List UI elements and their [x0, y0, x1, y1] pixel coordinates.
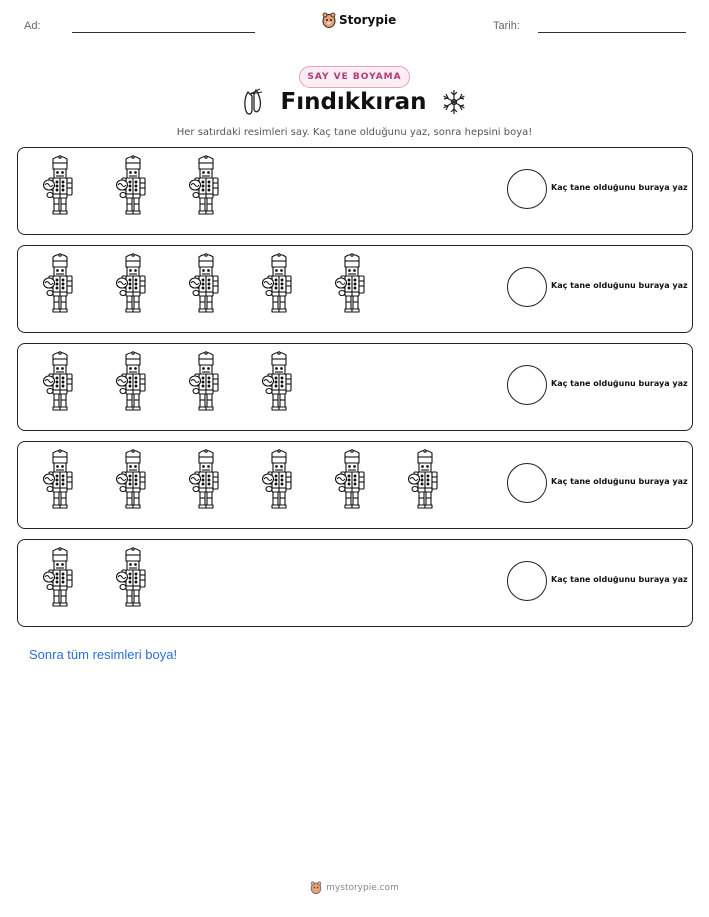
nutcracker-icon[interactable] [320, 253, 383, 317]
nutcracker-icon[interactable] [174, 253, 237, 317]
nutcracker-icon[interactable] [101, 547, 164, 611]
answer-label: Kaç tane olduğunu buraya yaz [551, 379, 688, 388]
figure-group [28, 449, 456, 513]
counting-row [17, 441, 693, 529]
nutcracker-icon[interactable] [174, 155, 237, 219]
site-url: mystorypie.com [326, 882, 399, 893]
nutcracker-icon[interactable] [28, 155, 91, 219]
answer-circle[interactable] [507, 463, 547, 503]
footer-note: Sonra tüm resimleri boya! [29, 647, 178, 662]
counting-row [17, 147, 693, 235]
answer-circle[interactable] [507, 365, 547, 405]
date-field-line[interactable] [538, 32, 686, 33]
page-title: Fındıkkıran [280, 89, 427, 115]
nutcracker-icon[interactable] [174, 351, 237, 415]
brand-logo [322, 12, 396, 28]
counting-row [17, 343, 693, 431]
answer-label: Kaç tane olduğunu buraya yaz [551, 477, 688, 486]
answer-circle[interactable] [507, 169, 547, 209]
nutcracker-icon[interactable] [174, 449, 237, 513]
site-footer [0, 881, 709, 894]
ballet-shoes-icon [242, 88, 266, 116]
answer-label: Kaç tane olduğunu buraya yaz [551, 183, 688, 192]
nutcracker-icon[interactable] [28, 449, 91, 513]
answer-circle[interactable] [507, 561, 547, 601]
answer-circle[interactable] [507, 267, 547, 307]
date-label: Tarih: [493, 20, 520, 32]
brand-name: Storypie [339, 13, 397, 27]
activity-badge: SAY VE BOYAMA [299, 66, 410, 88]
snowflake-icon [441, 89, 467, 115]
nutcracker-icon[interactable] [101, 351, 164, 415]
nutcracker-icon[interactable] [247, 253, 310, 317]
answer-label: Kaç tane olduğunu buraya yaz [551, 575, 688, 584]
storypie-mascot-icon [322, 12, 336, 28]
title-row [0, 88, 709, 116]
instructions: Her satırdaki resimleri say. Kaç tane olduğunu yaz, sonra hepsini boya! [176, 127, 533, 138]
nutcracker-icon[interactable] [28, 547, 91, 611]
nutcracker-icon[interactable] [101, 449, 164, 513]
answer-label: Kaç tane olduğunu buraya yaz [551, 281, 688, 290]
nutcracker-icon[interactable] [320, 449, 383, 513]
counting-row [17, 245, 693, 333]
nutcracker-icon[interactable] [247, 449, 310, 513]
nutcracker-icon[interactable] [28, 351, 91, 415]
nutcracker-icon[interactable] [101, 155, 164, 219]
nutcracker-icon[interactable] [101, 253, 164, 317]
name-label: Ad: [24, 20, 41, 32]
name-field-line[interactable] [72, 32, 255, 33]
figure-group [28, 155, 237, 219]
figure-group [28, 253, 383, 317]
nutcracker-icon[interactable] [28, 253, 91, 317]
nutcracker-icon[interactable] [247, 351, 310, 415]
figure-group [28, 547, 164, 611]
storypie-mascot-icon [310, 881, 322, 894]
counting-row [17, 539, 693, 627]
nutcracker-icon[interactable] [393, 449, 456, 513]
figure-group [28, 351, 310, 415]
